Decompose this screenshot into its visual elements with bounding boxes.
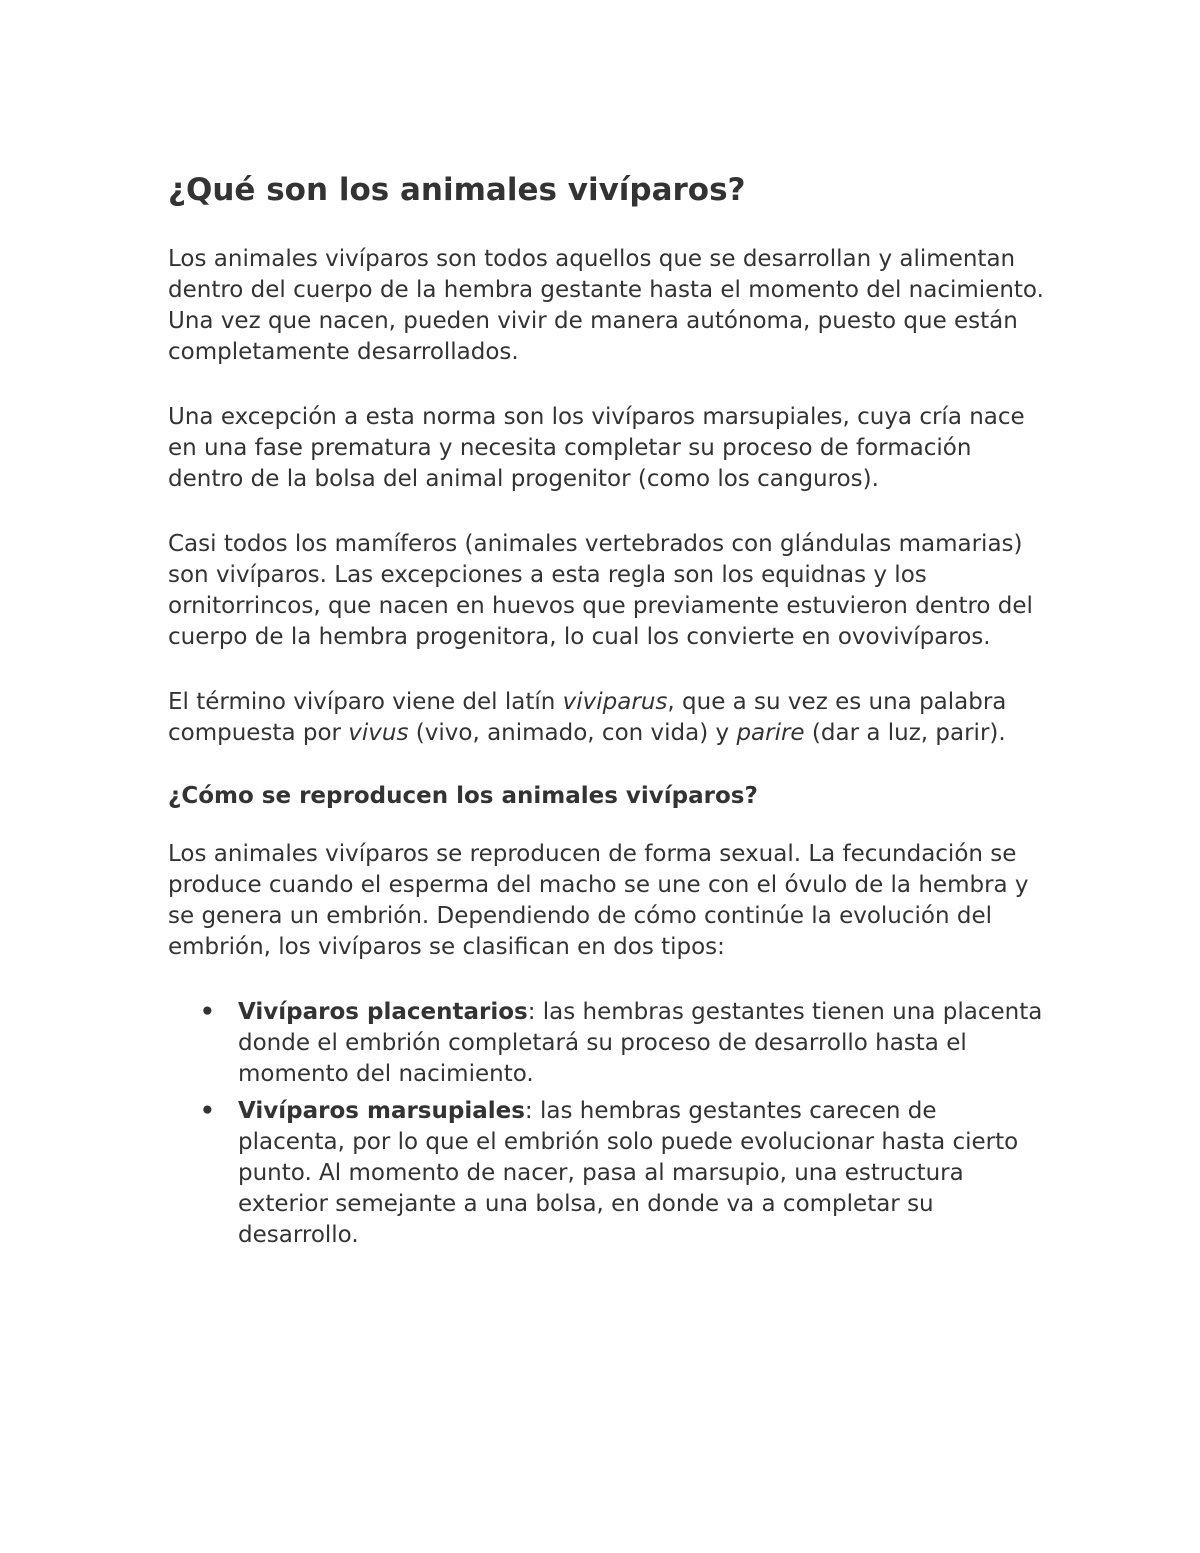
etymology-text-3: (vivo, animado, con vida) y <box>408 720 737 746</box>
etymology-term-vivus: vivus <box>348 720 409 746</box>
list-item-text: : las hembras gestantes carecen de placenta, por lo que el embrión solo puede evolucionar hasta cierto punto. Al momento de nacer, pasa al marsupio, una estructura exterior semejante a una bolsa, en donde va a completar su desarrollo. <box>238 1098 1019 1248</box>
etymology-term-parire: parire <box>736 720 805 746</box>
bullet-icon: • <box>200 1098 215 1124</box>
paragraph-definition: Los animales vivíparos son todos aquellos que se desarrollan y alimentan dentro del cuerpo de la hembra gestante hasta el momento del nacimiento. Una vez que nacen, pueden vivir de manera autónoma, puesto que están completamente desarrollados. <box>168 246 1044 365</box>
paragraph-exception: Una excepción a esta norma son los vivíparos marsupiales, cuya cría nace en una fase prematura y necesita completar su proceso de formación dentro de la bolsa del animal progenitor (como los canguros). <box>168 404 1025 492</box>
bullet-icon: • <box>200 999 215 1025</box>
etymology-text-4: (dar a luz, parir). <box>804 720 1006 746</box>
list-item <box>200 997 1048 1090</box>
etymology-term-viviparus: viviparus <box>562 689 668 715</box>
types-list <box>168 997 1048 1251</box>
list-item-text: : las hembras gestantes tienen una placenta donde el embrión completará su proceso de desarrollo hasta el momento del nacimiento. <box>238 999 1043 1087</box>
list-item-term: Vivíparos marsupiales <box>238 1098 525 1124</box>
etymology-text-2: , que a su vez es una palabra compuesta por <box>168 689 1007 746</box>
document-page <box>168 162 1048 1257</box>
etymology-text-1: El término vivíparo viene del latín <box>168 689 563 715</box>
list-item <box>200 1096 1048 1251</box>
page-title: ¿Qué son los animales vivíparos? <box>168 172 746 208</box>
paragraph-mammals: Casi todos los mamíferos (animales vertebrados con glándulas mamarias) son vivíparos. Las excepciones a esta regla son los equidnas y los ornitorrincos, que nacen en huevos que previamente estuvieron dentro del cuerpo de la hembra progenitora, lo cual los convierte en ovovivíparos. <box>168 531 1033 650</box>
paragraph-etymology <box>168 687 1048 749</box>
paragraph-reproduction: Los animales vivíparos se reproducen de forma sexual. La fecundación se produce cuando el esperma del macho se une con el óvulo de la hembra y se genera un embrión. Dependiendo de cómo continúe la evolución del embrión, los vivíparos se clasifican en dos tipos: <box>168 841 1029 960</box>
section-heading: ¿Cómo se reproducen los animales vivíparos? <box>168 783 758 809</box>
list-item-term: Vivíparos placentarios <box>238 999 528 1025</box>
